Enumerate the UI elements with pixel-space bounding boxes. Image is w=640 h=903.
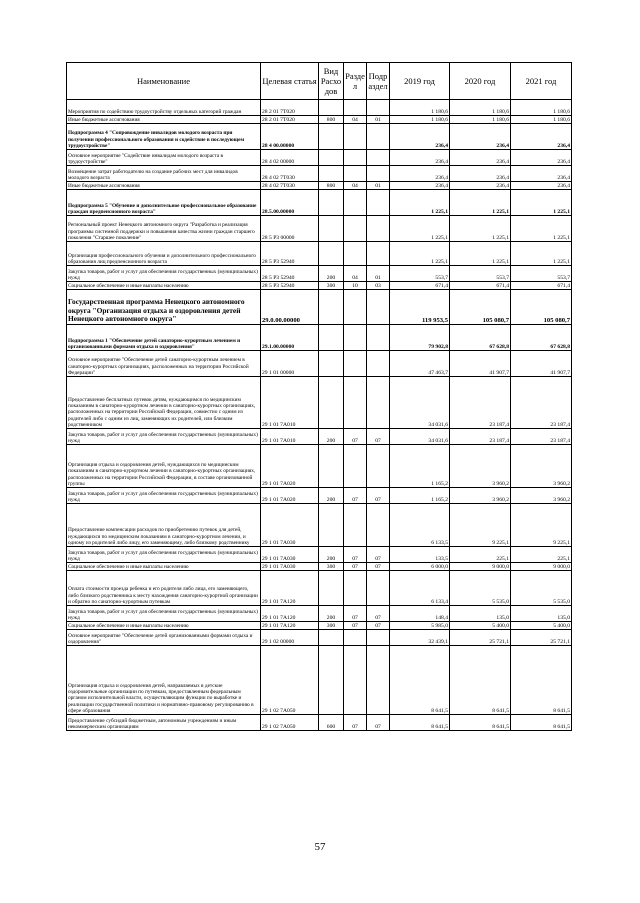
row-2020-cell: 5 400,0	[450, 622, 511, 630]
row-2019-cell: 1 165,2	[390, 445, 450, 488]
row-2020-cell: 135,0	[450, 606, 511, 622]
row-2020-cell: 9 225,1	[450, 504, 511, 547]
row-2020-cell: 41 907,7	[450, 351, 511, 377]
table-body	[67, 100, 572, 731]
row-name-cell: Подпрограмма 4 "Сопровождение инвалидов молодого возраста при получении профессионального образования и содействие в последующем трудоустройстве"	[67, 124, 261, 150]
header-subsection: Подр аздел	[367, 63, 390, 100]
row-section-cell: 04	[344, 182, 367, 190]
row-subsection-cell: 07	[367, 429, 390, 445]
row-target-article-cell: 29 1 02 00000	[261, 630, 319, 646]
header-name: Наименование	[67, 63, 261, 100]
row-name-cell: Оплата стоимости проезда ребенка и его родителя либо лица, его заменяющего, либо близкого родственника к месту нахождения санаторно-курортной организации и обратно по санаторно-курортным путевкам	[67, 571, 261, 606]
row-subsection-cell	[367, 571, 390, 606]
row-2021-cell: 1 225,1	[511, 216, 572, 242]
row-2019-cell: 1 225,1	[390, 190, 450, 216]
row-2021-cell: 236,4	[511, 182, 572, 190]
row-2019-cell: 236,4	[390, 124, 450, 150]
row-expense-type-cell	[319, 150, 344, 166]
row-expense-type-cell	[319, 216, 344, 242]
table-row	[67, 504, 572, 547]
row-2020-cell: 25 721,1	[450, 630, 511, 646]
row-2021-cell: 9 000,0	[511, 563, 572, 571]
row-section-cell	[344, 571, 367, 606]
row-section-cell: 07	[344, 622, 367, 630]
row-name-cell: Государственная программа Ненецкого автономного округа "Организация отдыха и оздоровления детей Ненецкого автономного округа"	[67, 290, 261, 325]
row-target-article-cell: 29 1 01 00000	[261, 351, 319, 377]
row-2019-cell: 553,7	[390, 266, 450, 282]
row-2021-cell: 105 080,7	[511, 290, 572, 325]
row-expense-type-cell	[319, 290, 344, 325]
row-subsection-cell: 07	[367, 622, 390, 630]
row-target-article-cell: 28.5.00.00000	[261, 190, 319, 216]
row-expense-type-cell	[319, 190, 344, 216]
row-target-article-cell: 29 1 01 7А120	[261, 571, 319, 606]
row-2021-cell: 41 907,7	[511, 351, 572, 377]
header-target-article: Целевая статья	[261, 63, 319, 100]
row-section-cell	[344, 242, 367, 266]
row-name-cell: Организация профессионального обучения и дополнительного профессионального образования лиц предпенсионного возраста	[67, 242, 261, 266]
row-expense-type-cell: 300	[319, 622, 344, 630]
row-2020-cell: 236,4	[450, 124, 511, 150]
row-2019-cell: 1 165,2	[390, 488, 450, 504]
row-target-article-cell: 29 1 01 7А120	[261, 622, 319, 630]
table-row	[67, 377, 572, 429]
row-expense-type-cell	[319, 124, 344, 150]
row-2019-cell: 671,4	[390, 282, 450, 290]
row-name-cell: Закупка товаров, работ и услуг для обеспечения государственных (муниципальных) нужд	[67, 429, 261, 445]
table-row	[67, 182, 572, 190]
row-2021-cell: 3 960,2	[511, 488, 572, 504]
row-section-cell	[344, 166, 367, 182]
row-2021-cell: 8 641,5	[511, 646, 572, 715]
row-2020-cell: 1 180,6	[450, 100, 511, 116]
row-2020-cell: 236,4	[450, 182, 511, 190]
row-2019-cell: 8 641,5	[390, 646, 450, 715]
row-section-cell	[344, 504, 367, 547]
row-target-article-cell: 28 5 Р3 52940	[261, 242, 319, 266]
row-target-article-cell: 29.1.00.00000	[261, 325, 319, 351]
row-2021-cell: 23 187,4	[511, 429, 572, 445]
row-target-article-cell: 29 1 01 7А010	[261, 429, 319, 445]
row-section-cell	[344, 325, 367, 351]
row-expense-type-cell: 800	[319, 116, 344, 124]
row-target-article-cell: 28 4 02 7Т030	[261, 182, 319, 190]
row-2021-cell: 225,1	[511, 547, 572, 563]
row-expense-type-cell: 200	[319, 266, 344, 282]
row-target-article-cell: 29 1 01 7А030	[261, 504, 319, 547]
row-2021-cell: 1 180,6	[511, 116, 572, 124]
table-row	[67, 242, 572, 266]
row-expense-type-cell	[319, 630, 344, 646]
row-expense-type-cell	[319, 351, 344, 377]
row-2020-cell: 3 960,2	[450, 488, 511, 504]
row-2021-cell: 3 960,2	[511, 445, 572, 488]
row-2020-cell: 23 187,4	[450, 377, 511, 429]
table-row	[67, 630, 572, 646]
row-expense-type-cell	[319, 504, 344, 547]
row-subsection-cell	[367, 325, 390, 351]
row-name-cell: Основное мероприятие "Обеспечение детей организованными формами отдыха и оздоровления"	[67, 630, 261, 646]
row-section-cell: 07	[344, 429, 367, 445]
row-expense-type-cell	[319, 166, 344, 182]
row-2021-cell: 135,0	[511, 606, 572, 622]
row-subsection-cell	[367, 351, 390, 377]
row-2020-cell: 9 000,0	[450, 563, 511, 571]
row-subsection-cell	[367, 445, 390, 488]
row-2020-cell: 236,4	[450, 166, 511, 182]
row-section-cell	[344, 124, 367, 150]
table-row	[67, 571, 572, 606]
row-2021-cell: 671,4	[511, 282, 572, 290]
row-2019-cell: 1 180,6	[390, 100, 450, 116]
row-2021-cell: 553,7	[511, 266, 572, 282]
table-row	[67, 488, 572, 504]
row-2020-cell: 105 080,7	[450, 290, 511, 325]
table-row	[67, 282, 572, 290]
row-2020-cell: 8 641,5	[450, 715, 511, 731]
row-2021-cell: 1 225,1	[511, 242, 572, 266]
row-subsection-cell	[367, 100, 390, 116]
row-section-cell: 04	[344, 266, 367, 282]
table-row	[67, 715, 572, 731]
row-subsection-cell: 07	[367, 606, 390, 622]
header-year-2020: 2020 год	[450, 63, 511, 100]
row-name-cell: Закупка товаров, работ и услуг для обеспечения государственных (муниципальных) нужд	[67, 606, 261, 622]
row-name-cell: Закупка товаров, работ и услуг для обеспечения государственных (муниципальных) нужд	[67, 547, 261, 563]
table-row	[67, 190, 572, 216]
row-2019-cell: 6 133,5	[390, 504, 450, 547]
row-name-cell: Мероприятия по содействию трудоустройству отдельных категорий граждан	[67, 100, 261, 116]
table-row	[67, 100, 572, 116]
row-target-article-cell: 28 2 01 7Т020	[261, 116, 319, 124]
row-name-cell: Подпрограмма 5 "Обучение и дополнительное профессиональное образование граждан предпенсионного возраста"	[67, 190, 261, 216]
row-2019-cell: 34 031,6	[390, 429, 450, 445]
row-subsection-cell: 07	[367, 715, 390, 731]
row-2019-cell: 6 000,0	[390, 563, 450, 571]
row-2019-cell: 1 180,6	[390, 116, 450, 124]
table-row	[67, 547, 572, 563]
row-name-cell: Предоставление субсидий бюджетным, автономным учреждениям и иным некоммерческим организациям	[67, 715, 261, 731]
row-2020-cell: 671,4	[450, 282, 511, 290]
row-2021-cell: 5 400,0	[511, 622, 572, 630]
row-expense-type-cell: 600	[319, 715, 344, 731]
row-2021-cell: 25 721,1	[511, 630, 572, 646]
row-section-cell: 07	[344, 563, 367, 571]
row-expense-type-cell: 800	[319, 182, 344, 190]
row-subsection-cell: 01	[367, 266, 390, 282]
row-section-cell	[344, 190, 367, 216]
row-expense-type-cell: 200	[319, 606, 344, 622]
row-2020-cell: 1 225,1	[450, 216, 511, 242]
row-expense-type-cell: 200	[319, 488, 344, 504]
row-2019-cell: 5 985,0	[390, 622, 450, 630]
row-2019-cell: 1 225,1	[390, 242, 450, 266]
row-target-article-cell: 29 1 01 7А020	[261, 488, 319, 504]
table-row	[67, 216, 572, 242]
row-subsection-cell	[367, 166, 390, 182]
row-name-cell: Иные бюджетные ассигнования	[67, 182, 261, 190]
row-2020-cell: 225,1	[450, 547, 511, 563]
row-section-cell	[344, 290, 367, 325]
header-section: Разде л	[344, 63, 367, 100]
row-name-cell: Организация отдыха и оздоровления детей, нуждающихся по медицинским показаниям в санаторно-курортном лечении в санаторно-курортных организациях, расположенных на территории Российской Федерации, в составе организованной группы	[67, 445, 261, 488]
row-section-cell: 04	[344, 116, 367, 124]
row-name-cell: Социальное обеспечение и иные выплаты населению	[67, 282, 261, 290]
row-name-cell: Возмещение затрат работодателю на создание рабочих мест для инвалидов молодого возраста	[67, 166, 261, 182]
header-year-2019: 2019 год	[390, 63, 450, 100]
row-2020-cell: 1 225,1	[450, 242, 511, 266]
row-expense-type-cell: 200	[319, 429, 344, 445]
row-expense-type-cell: 300	[319, 282, 344, 290]
row-target-article-cell: 28 5 Р3 52940	[261, 282, 319, 290]
row-section-cell: 10	[344, 282, 367, 290]
row-expense-type-cell: 200	[319, 547, 344, 563]
row-2020-cell: 23 187,4	[450, 429, 511, 445]
row-expense-type-cell	[319, 646, 344, 715]
row-section-cell: 07	[344, 547, 367, 563]
row-name-cell: Закупка товаров, работ и услуг для обеспечения государственных (муниципальных) нужд	[67, 488, 261, 504]
row-2019-cell: 32 439,1	[390, 630, 450, 646]
row-subsection-cell	[367, 150, 390, 166]
row-target-article-cell: 28 2 01 7Т020	[261, 100, 319, 116]
row-subsection-cell	[367, 504, 390, 547]
table-row	[67, 116, 572, 124]
row-2019-cell: 79 902,8	[390, 325, 450, 351]
table-row	[67, 266, 572, 282]
row-target-article-cell: 29 1 01 7А020	[261, 445, 319, 488]
row-expense-type-cell	[319, 445, 344, 488]
table-row	[67, 150, 572, 166]
table-header-row	[67, 63, 572, 100]
row-subsection-cell	[367, 290, 390, 325]
row-name-cell: Социальное обеспечение и иные выплаты населению	[67, 563, 261, 571]
row-2020-cell: 3 960,2	[450, 445, 511, 488]
row-section-cell: 07	[344, 488, 367, 504]
row-subsection-cell	[367, 216, 390, 242]
row-2020-cell: 8 641,5	[450, 646, 511, 715]
row-2019-cell: 8 641,5	[390, 715, 450, 731]
row-2021-cell: 236,4	[511, 166, 572, 182]
row-section-cell	[344, 351, 367, 377]
row-name-cell: Предоставление бесплатных путевок детям, нуждающимся по медицинским показаниям в санаторно-курортном лечении в санаторно-курортных организациях, расположенных на территории Российской Федерации, совместно с одним из родителей либо с одним из лиц, заменяющих их родителей, или близким родственником	[67, 377, 261, 429]
row-target-article-cell: 28 4 00.00000	[261, 124, 319, 150]
row-2019-cell: 236,4	[390, 182, 450, 190]
row-2019-cell: 133,5	[390, 547, 450, 563]
table-row	[67, 351, 572, 377]
budget-table-wrapper	[66, 62, 571, 731]
row-name-cell: Основное мероприятие "Содействие инвалидам молодого возраста в трудоустройстве"	[67, 150, 261, 166]
row-target-article-cell: 29 1 01 7А030	[261, 563, 319, 571]
row-subsection-cell: 01	[367, 182, 390, 190]
row-expense-type-cell	[319, 571, 344, 606]
row-name-cell: Предоставление компенсации расходов по приобретению путевок для детей, нуждающихся по медицинским показаниям в санаторно-курортном лечении, и одному из родителей либо лицу, его заменяющему, либо близкому родственнику	[67, 504, 261, 547]
row-2019-cell: 236,4	[390, 150, 450, 166]
row-name-cell: Организация отдыха и оздоровления детей, направляемых в детские оздоровительные организации по путевкам, предоставленным федеральным органом исполнительной власти, осуществляющим функции по выработке и реализации государственной политики и нормативно-правовому регулированию в сфере образования	[67, 646, 261, 715]
table-row	[67, 622, 572, 630]
row-section-cell	[344, 216, 367, 242]
row-expense-type-cell	[319, 100, 344, 116]
row-name-cell: Подпрограмма 1 "Обеспечение детей санаторно-курортным лечением и организованными формами отдыха и оздоровления"	[67, 325, 261, 351]
row-section-cell: 07	[344, 606, 367, 622]
budget-table	[66, 62, 572, 731]
row-subsection-cell: 07	[367, 563, 390, 571]
row-2021-cell: 1 180,6	[511, 100, 572, 116]
row-2020-cell: 1 225,1	[450, 190, 511, 216]
row-target-article-cell: 29 1 02 7А050	[261, 715, 319, 731]
row-section-cell	[344, 445, 367, 488]
row-2019-cell: 47 463,7	[390, 351, 450, 377]
table-row	[67, 325, 572, 351]
header-year-2021: 2021 год	[511, 63, 572, 100]
row-section-cell	[344, 630, 367, 646]
header-expense-type: Вид Расхо дов	[319, 63, 344, 100]
row-2021-cell: 23 187,4	[511, 377, 572, 429]
row-2019-cell: 34 031,6	[390, 377, 450, 429]
row-name-cell: Социальное обеспечение и иные выплаты населению	[67, 622, 261, 630]
row-expense-type-cell: 300	[319, 563, 344, 571]
table-row	[67, 166, 572, 182]
row-subsection-cell: 07	[367, 488, 390, 504]
row-target-article-cell: 29 1 01 7А010	[261, 377, 319, 429]
row-expense-type-cell	[319, 325, 344, 351]
row-subsection-cell	[367, 630, 390, 646]
table-row	[67, 290, 572, 325]
row-subsection-cell: 01	[367, 116, 390, 124]
row-subsection-cell: 07	[367, 547, 390, 563]
table-row	[67, 606, 572, 622]
row-name-cell: Основное мероприятие "Обеспечение детей санаторно-курортным лечением в санаторно-курортных организациях, расположенных на территории Российской Федерации"	[67, 351, 261, 377]
row-2020-cell: 236,4	[450, 150, 511, 166]
row-2019-cell: 148,4	[390, 606, 450, 622]
row-2019-cell: 236,4	[390, 166, 450, 182]
table-row	[67, 445, 572, 488]
row-name-cell: Закупка товаров, работ и услуг для обеспечения государственных (муниципальных) нужд	[67, 266, 261, 282]
table-row	[67, 563, 572, 571]
table-row	[67, 124, 572, 150]
row-target-article-cell: 29 1 01 7А030	[261, 547, 319, 563]
table-row	[67, 646, 572, 715]
row-section-cell	[344, 646, 367, 715]
row-2019-cell: 6 133,4	[390, 571, 450, 606]
row-subsection-cell	[367, 190, 390, 216]
row-2020-cell: 5 535,0	[450, 571, 511, 606]
row-target-article-cell: 28 5 Р3 52940	[261, 266, 319, 282]
row-name-cell: Региональный проект Ненецкого автономного округа "Разработка и реализация программы системной поддержки и повышения качества жизни граждан старшего поколения "Старшее поколение"	[67, 216, 261, 242]
row-subsection-cell	[367, 242, 390, 266]
row-subsection-cell: 03	[367, 282, 390, 290]
table-row	[67, 429, 572, 445]
row-2021-cell: 236,4	[511, 124, 572, 150]
row-section-cell	[344, 150, 367, 166]
row-2021-cell: 8 641,5	[511, 715, 572, 731]
row-section-cell	[344, 377, 367, 429]
row-subsection-cell	[367, 124, 390, 150]
row-expense-type-cell	[319, 242, 344, 266]
row-target-article-cell: 29 1 01 7А120	[261, 606, 319, 622]
page-number: 57	[314, 841, 326, 853]
row-2019-cell: 1 225,1	[390, 216, 450, 242]
row-2021-cell: 236,4	[511, 150, 572, 166]
row-2020-cell: 67 628,8	[450, 325, 511, 351]
row-section-cell: 07	[344, 715, 367, 731]
row-subsection-cell	[367, 377, 390, 429]
row-2021-cell: 5 535,0	[511, 571, 572, 606]
row-2021-cell: 1 225,1	[511, 190, 572, 216]
row-2021-cell: 67 628,8	[511, 325, 572, 351]
row-target-article-cell: 28 5 Р3 00000	[261, 216, 319, 242]
row-2020-cell: 1 180,6	[450, 116, 511, 124]
row-target-article-cell: 28 4 02 7Т030	[261, 166, 319, 182]
row-2020-cell: 553,7	[450, 266, 511, 282]
row-subsection-cell	[367, 646, 390, 715]
row-expense-type-cell	[319, 377, 344, 429]
row-2019-cell: 119 953,5	[390, 290, 450, 325]
row-name-cell: Иные бюджетные ассигнования	[67, 116, 261, 124]
row-target-article-cell: 28 4 02 00000	[261, 150, 319, 166]
row-section-cell	[344, 100, 367, 116]
row-2021-cell: 9 225,1	[511, 504, 572, 547]
row-target-article-cell: 29 1 02 7А050	[261, 646, 319, 715]
row-target-article-cell: 29.0.00.00000	[261, 290, 319, 325]
